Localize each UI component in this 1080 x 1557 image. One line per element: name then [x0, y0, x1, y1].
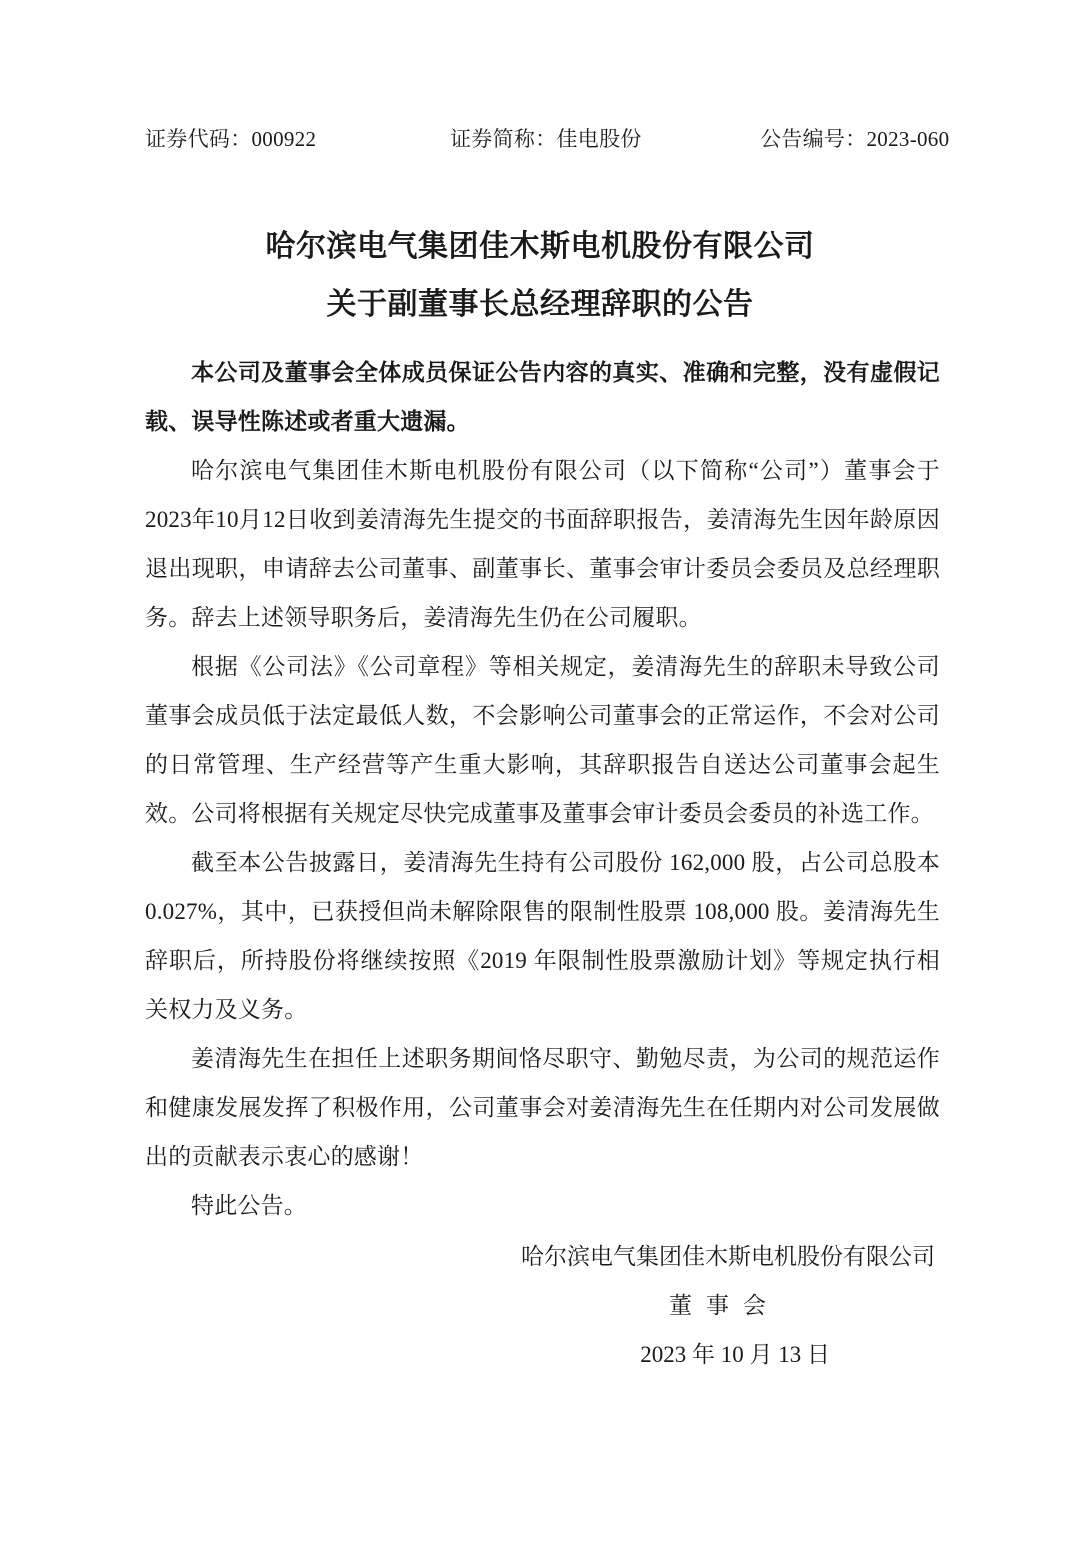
- disclaimer-paragraph: 本公司及董事会全体成员保证公告内容的真实、准确和完整，没有虚假记载、误导性陈述或者重大遗漏。: [145, 360, 940, 434]
- document-header-meta: [145, 122, 950, 156]
- signature-board: 董事会: [669, 1293, 780, 1318]
- closing-statement: 特此公告。: [191, 1193, 307, 1218]
- signature-organization: 哈尔滨电气集团佳木斯电机股份有限公司: [521, 1244, 935, 1269]
- page-title-line-2: 关于副董事长总经理辞职的公告: [326, 288, 754, 321]
- body-paragraph-3: 截至本公告披露日，姜清海先生持有公司股份 162,000 股，占公司总股本0.027%，其中，已获授但尚未解除限售的限制性股票 108,000 股。姜清海先生辞职后，所持股份将继续按照《2019 年限制性股票激励计划》等规定执行相关权力及义务。: [145, 850, 940, 1022]
- page-title-line-1: 哈尔滨电气集团佳木斯电机股份有限公司: [265, 230, 815, 263]
- body-paragraph-4: 姜清海先生在担任上述职务期间恪尽职守、勤勉尽责，为公司的规范运作和健康发展发挥了积极作用，公司董事会对姜清海先生在任期内对公司发展做出的贡献表示衷心的感谢！: [145, 1046, 940, 1169]
- document-body: [145, 348, 940, 1230]
- security-name: 证券简称：佳电股份: [450, 127, 642, 151]
- announcement-number: 公告编号：2023-060: [760, 127, 950, 151]
- signature-date: 2023 年 10 月 13 日: [640, 1342, 830, 1367]
- document-title-block: [0, 218, 1080, 334]
- body-paragraph-1: 哈尔滨电气集团佳木斯电机股份有限公司（以下简称“公司”）董事会于2023年10月12日收到姜清海先生提交的书面辞职报告，姜清海先生因年龄原因退出现职，申请辞去公司董事、副董事长、董事会审计委员会委员及总经理职务。辞去上述领导职务后，姜清海先生仍在公司履职。: [145, 458, 940, 630]
- body-paragraph-2: 根据《公司法》《公司章程》等相关规定，姜清海先生的辞职未导致公司董事会成员低于法定最低人数，不会影响公司董事会的正常运作，不会对公司的日常管理、生产经营等产生重大影响，其辞职报告自送达公司董事会起生效。公司将根据有关规定尽快完成董事及董事会审计委员会委员的补选工作。: [145, 654, 940, 826]
- security-code: 证券代码：000922: [145, 127, 317, 151]
- signature-block: [145, 1232, 940, 1379]
